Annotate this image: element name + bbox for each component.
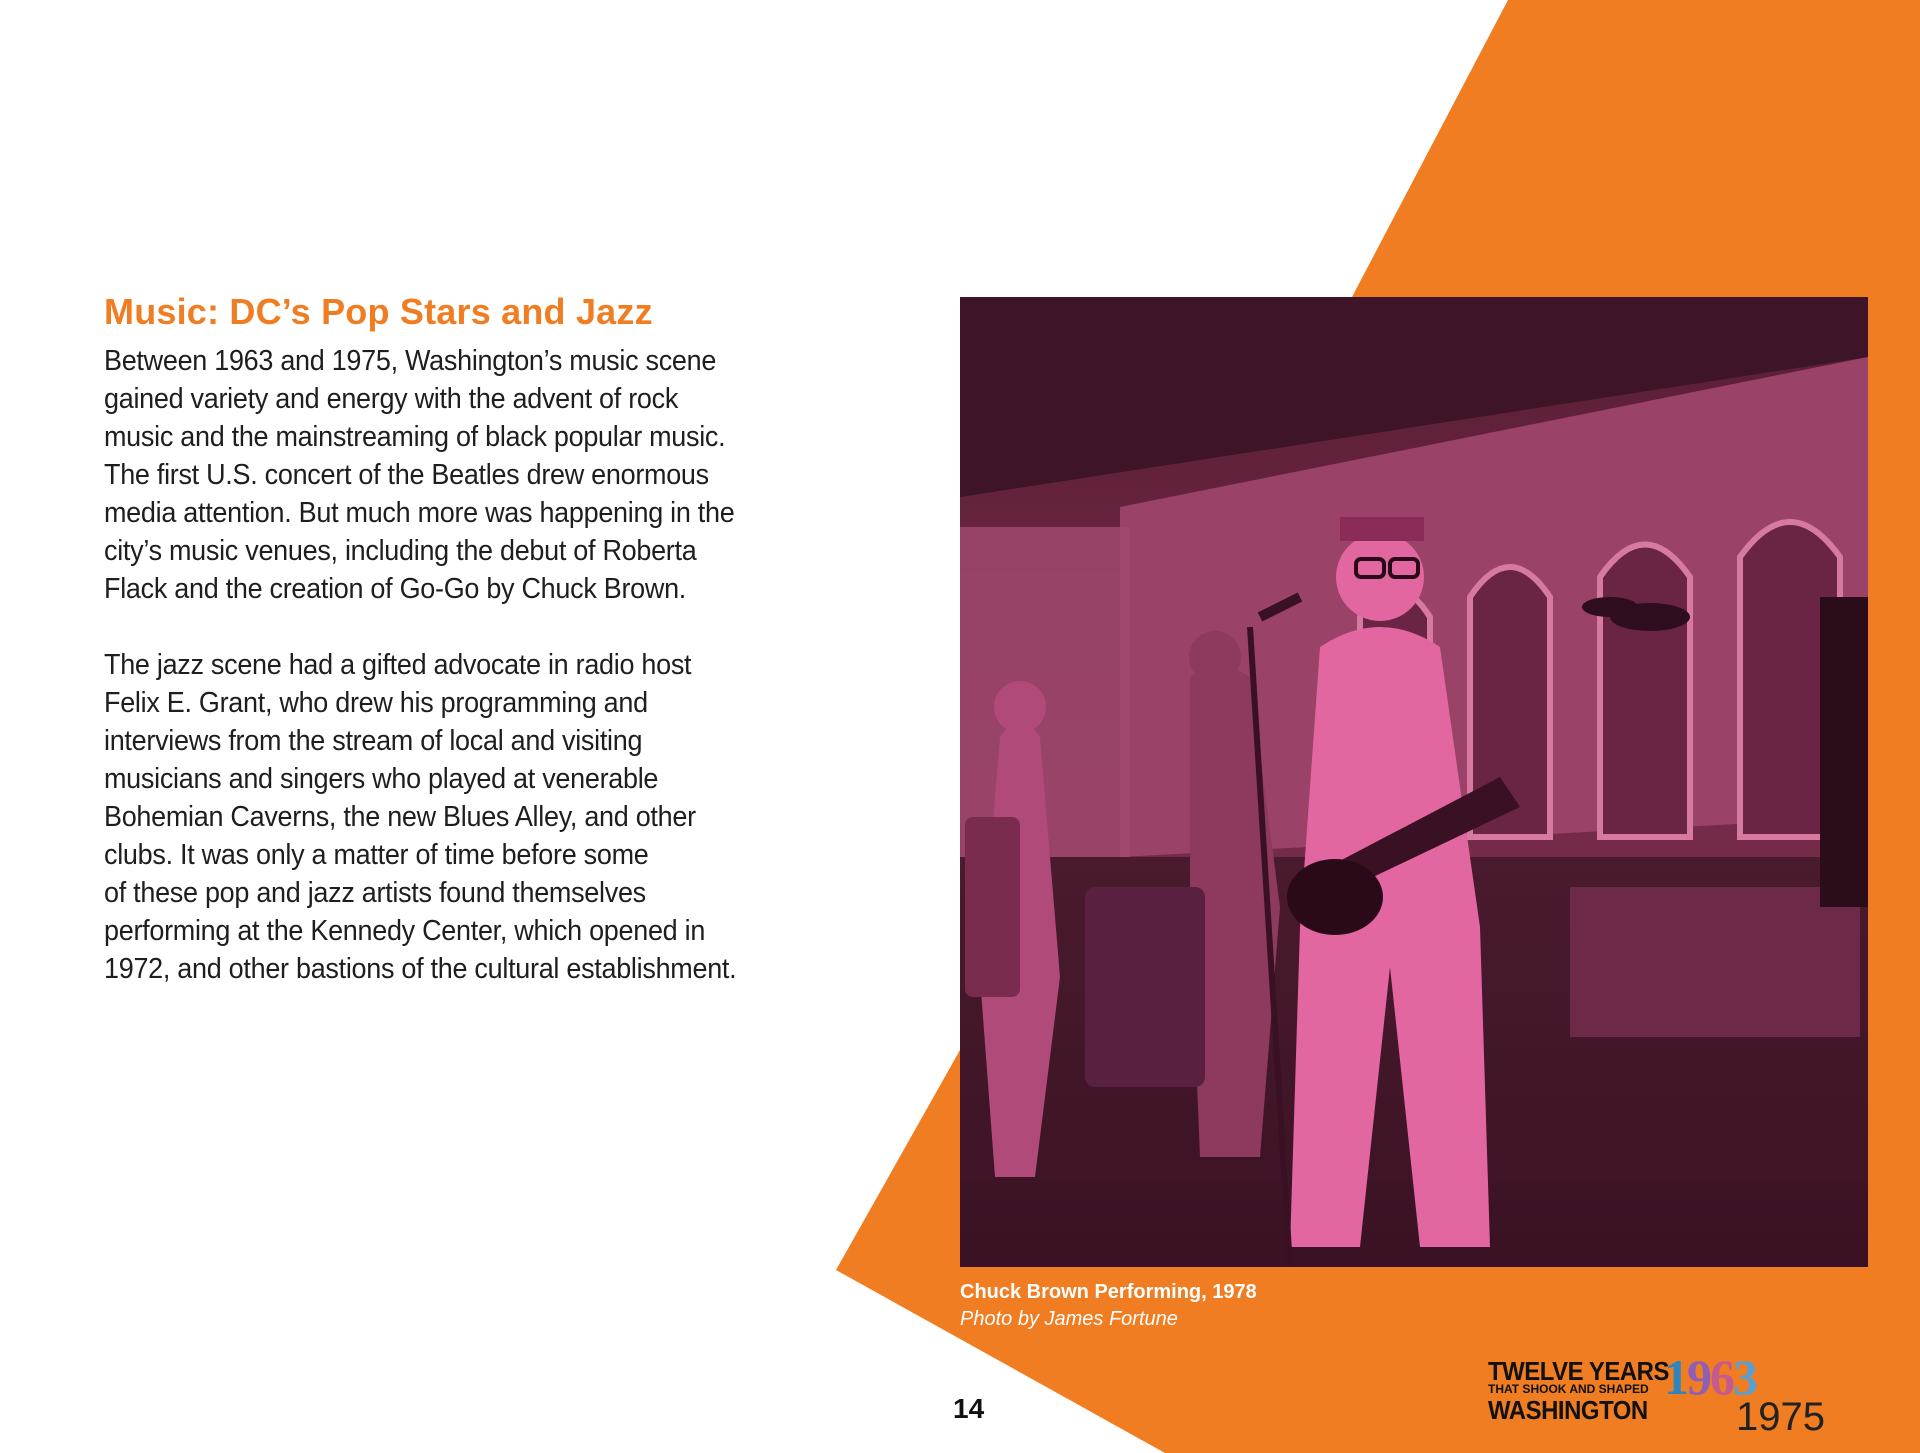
logo-year-digit: 6 bbox=[1710, 1349, 1733, 1405]
page-number: 14 bbox=[953, 1393, 985, 1424]
photo-caption-credit: Photo by James Fortune bbox=[960, 1308, 1178, 1330]
paragraph-2 bbox=[104, 646, 904, 988]
logo-line-3: WASHINGTON bbox=[1488, 1395, 1648, 1425]
paragraph-line: music and the mainstreaming of black popular music. bbox=[104, 421, 726, 453]
logo-year-digit: 9 bbox=[1687, 1349, 1710, 1405]
paragraph-line: of these pop and jazz artists found themselves bbox=[104, 877, 646, 909]
paragraph-line: Flack and the creation of Go-Go by Chuck Brown. bbox=[104, 573, 687, 605]
paragraph-line: Felix E. Grant, who drew his programming and bbox=[104, 687, 648, 719]
section-title: Music: DC’s Pop Stars and Jazz bbox=[104, 291, 653, 332]
logo-line-2: THAT SHOOK AND SHAPED bbox=[1488, 1382, 1649, 1396]
paragraph-line: interviews from the stream of local and visiting bbox=[104, 725, 643, 757]
logo-line-1: TWELVE YEARS bbox=[1488, 1356, 1669, 1386]
paragraph-line: Bohemian Caverns, the new Blues Alley, and other bbox=[104, 801, 696, 833]
paragraph-line: The first U.S. concert of the Beatles drew enormous bbox=[104, 459, 709, 491]
paragraph-line: media attention. But much more was happening in the bbox=[104, 497, 735, 529]
paragraph-line: 1972, and other bastions of the cultural establishment. bbox=[104, 953, 737, 985]
paragraph-line: musicians and singers who played at venerable bbox=[104, 763, 659, 795]
paragraph-line: city’s music venues, including the debut of Roberta bbox=[104, 535, 697, 567]
paragraph-line: The jazz scene had a gifted advocate in radio host bbox=[104, 649, 692, 681]
series-logo bbox=[1484, 1349, 1834, 1442]
logo-year-digit: 3 bbox=[1733, 1349, 1756, 1405]
photo-caption-title: Chuck Brown Performing, 1978 bbox=[960, 1281, 1257, 1303]
paragraph-line: performing at the Kennedy Center, which opened in bbox=[104, 915, 706, 947]
logo-year-end: 1975 bbox=[1736, 1395, 1825, 1439]
article-column bbox=[104, 290, 904, 988]
logo-year-digit: 1 bbox=[1664, 1349, 1687, 1405]
concert-photo bbox=[960, 297, 1868, 1267]
paragraph-1 bbox=[104, 342, 904, 608]
paragraph-line: Between 1963 and 1975, Washington’s music scene bbox=[104, 345, 717, 377]
paragraph-line: clubs. It was only a matter of time before some bbox=[104, 839, 649, 871]
paragraph-line: gained variety and energy with the advent of rock bbox=[104, 383, 679, 415]
